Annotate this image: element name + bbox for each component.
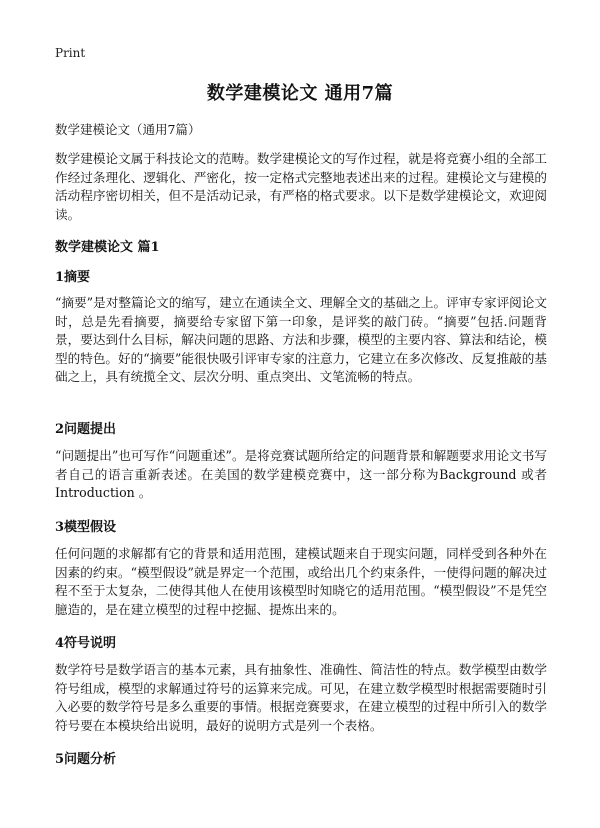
intro-paragraph: 数学建模论文属于科技论文的范畴。数学建模论文的写作过程，就是将竞赛小组的全部工作经过条理化、逻辑化、严密化，按一定格式完整地表述出来的过程。建模论文与建模的活动程序密切相关，但不是活动记录，有严格的格式要求。以下是数学建模论文，欢迎阅读。	[55, 151, 547, 222]
section-heading-analysis: 5问题分析	[55, 752, 117, 767]
document-subtitle: 数学建模论文（通用7篇）	[55, 122, 201, 137]
section-heading-assumptions: 3模型假设	[55, 520, 117, 535]
page-title: 数学建模论文 通用7篇	[206, 83, 394, 104]
section-text-symbols: 数学符号是数学语言的基本元素，具有抽象性、准确性、简洁性的特点。数学模型由数学符号组成，模型的求解通过符号的运算来完成。可见，在建立数学模型时根据需要随时引入必要的数学符号是多么重要的事情。根据竞赛要求，在建立模型的过程中所引入的数学符号要在本模块给出说明，最好的说明方式是列一个表格。	[55, 662, 547, 733]
print-link[interactable]: Print	[55, 46, 86, 60]
section-text-assumptions: 任何问题的求解都有它的背景和适用范围，建模试题来自于现实问题，同样受到各种外在因素的约束。“模型假设”就是界定一个范围，或给出几个约束条件，一使得问题的解决过程不至于太复杂，二使得其他人在使用该模型时知晓它的适用范围。“模型假设”不是凭空臆造的，是在建立模型的过程中挖掘、提炼出来的。	[55, 546, 547, 617]
section-heading-problem: 2问题提出	[55, 422, 117, 437]
section-text-abstract: “摘要”是对整篇论文的缩写，建立在通读全文、理解全文的基础之上。评审专家评阅论文时，总是先看摘要，摘要给专家留下第一印象，是评奖的敲门砖。“摘要”包括.问题背景，要达到什么目标，解决问题的思路、方法和步骤，模型的主要内容、算法和结论，模型的特色。好的“摘要”能很快吸引评审专家的注意力，它建立在多次修改、反复推敲的基础之上，具有统揽全文、层次分明、重点突出、文笔流畅的特点。	[55, 295, 547, 385]
section-text-problem: “问题提出”也可写作“问题重述”。是将竞赛试题所给定的问题背景和解题要求用论文书写者自己的语言重新表述。在美国的数学建模竞赛中，这一部分称为Background 或者 Introduction 。	[55, 448, 547, 501]
section-heading-symbols: 4符号说明	[55, 636, 117, 651]
article-heading: 数学建模论文 篇1	[55, 240, 160, 255]
section-heading-abstract: 1摘要	[55, 270, 91, 285]
